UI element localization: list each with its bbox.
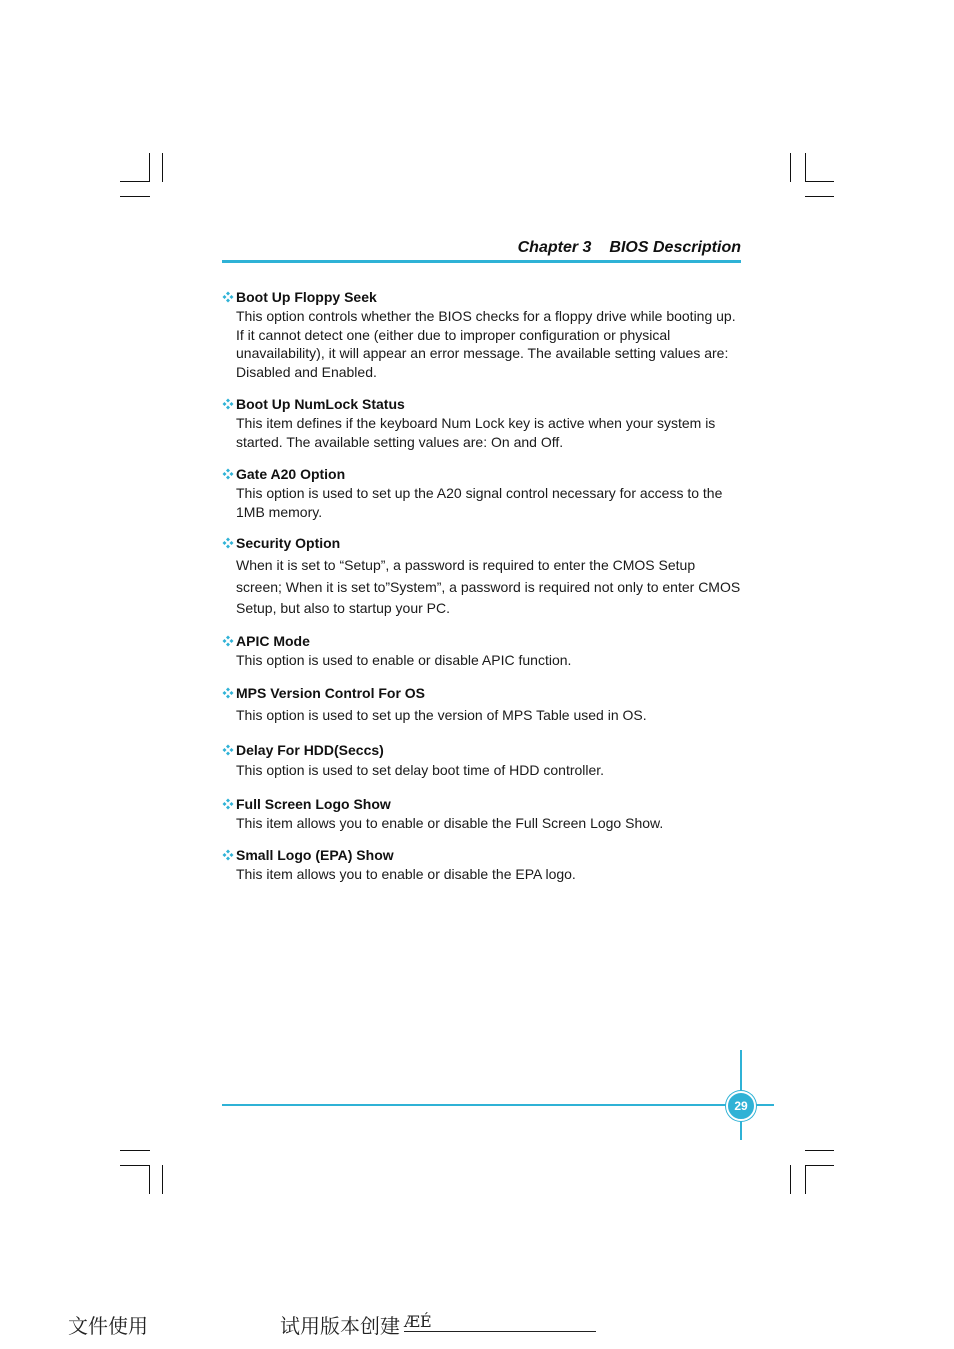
crop-mark bbox=[120, 181, 150, 182]
crop-mark bbox=[805, 1150, 834, 1151]
chapter-label: Chapter 3 bbox=[517, 239, 592, 256]
section-body: This option is used to set delay boot time of HDD controller. bbox=[236, 762, 605, 778]
crop-mark bbox=[149, 1165, 150, 1194]
section-body: This option is used to set up the A20 signal control necessary for access to the 1MB memory. bbox=[236, 485, 723, 520]
section-body: When it is set to “Setup”, a password is required to enter the CMOS Setup screen; When it is set to”System”, a password is required not only to enter CMOS Setup, but also to startup your PC. bbox=[236, 557, 741, 616]
section-full-screen-logo-show bbox=[222, 795, 744, 833]
crop-mark bbox=[120, 1165, 150, 1166]
watermark-suffix: ÆÉ bbox=[404, 1313, 596, 1332]
crop-mark bbox=[805, 1165, 834, 1166]
page-number-badge bbox=[726, 1091, 756, 1121]
page-number: 29 bbox=[734, 1099, 748, 1113]
section-delay-for-hdd bbox=[222, 741, 744, 780]
section-body: This option is used to set up the version of MPS Table used in OS. bbox=[236, 707, 647, 723]
section-gate-a20-option bbox=[222, 465, 744, 521]
crop-mark bbox=[790, 153, 791, 182]
section-body: This item defines if the keyboard Num Lock key is active when your system is started. The available setting values are: On and Off. bbox=[236, 415, 716, 450]
crop-mark bbox=[120, 1150, 150, 1151]
watermark-left: 文件使用 bbox=[68, 1314, 148, 1338]
section-boot-up-floppy-seek bbox=[222, 288, 744, 381]
section-boot-up-numlock-status bbox=[222, 395, 744, 451]
four-diamond-bullet-icon bbox=[222, 291, 234, 303]
four-diamond-bullet-icon bbox=[222, 468, 234, 480]
footer-rule bbox=[222, 1104, 774, 1106]
four-diamond-bullet-icon bbox=[222, 537, 234, 549]
crop-mark bbox=[805, 153, 806, 182]
section-title: Delay For HDD(Seccs) bbox=[236, 742, 384, 758]
section-title: Security Option bbox=[236, 535, 341, 551]
crop-mark bbox=[162, 153, 163, 182]
four-diamond-bullet-icon bbox=[222, 798, 234, 810]
crop-mark bbox=[805, 181, 834, 182]
crop-mark bbox=[805, 1165, 806, 1194]
section-title: Gate A20 Option bbox=[236, 466, 346, 482]
four-diamond-bullet-icon bbox=[222, 398, 234, 410]
section-apic-mode bbox=[222, 632, 744, 670]
section-title: Full Screen Logo Show bbox=[236, 796, 391, 812]
section-body: This item allows you to enable or disable the EPA logo. bbox=[236, 866, 576, 882]
crop-mark bbox=[162, 1165, 163, 1194]
section-body: This option controls whether the BIOS checks for a floppy drive while booting up. If it cannot detect one (either due to improper configuration or physical unavailability), it will appear an error message. The available setting values are: Disabled and Enabled. bbox=[236, 308, 736, 380]
section-title: Boot Up NumLock Status bbox=[236, 396, 405, 412]
section-title: APIC Mode bbox=[236, 633, 310, 649]
section-mps-version-control bbox=[222, 684, 744, 725]
four-diamond-bullet-icon bbox=[222, 687, 234, 699]
section-small-logo-epa-show bbox=[222, 846, 744, 884]
crop-mark bbox=[149, 153, 150, 182]
section-body: This item allows you to enable or disable the Full Screen Logo Show. bbox=[236, 815, 664, 831]
section-title: Small Logo (EPA) Show bbox=[236, 847, 394, 863]
crop-mark bbox=[790, 1165, 791, 1194]
crop-mark bbox=[120, 196, 150, 197]
four-diamond-bullet-icon bbox=[222, 635, 234, 647]
four-diamond-bullet-icon bbox=[222, 849, 234, 861]
chapter-title: BIOS Description bbox=[609, 239, 741, 256]
section-security-option bbox=[222, 534, 744, 620]
header-rule bbox=[222, 260, 741, 263]
section-title: MPS Version Control For OS bbox=[236, 685, 426, 701]
section-body: This option is used to enable or disable APIC function. bbox=[236, 652, 572, 668]
page-header bbox=[222, 239, 741, 257]
watermark-right: 试用版本创建 bbox=[280, 1314, 400, 1338]
four-diamond-bullet-icon bbox=[222, 744, 234, 756]
section-title: Boot Up Floppy Seek bbox=[236, 289, 377, 305]
crop-mark bbox=[805, 196, 834, 197]
